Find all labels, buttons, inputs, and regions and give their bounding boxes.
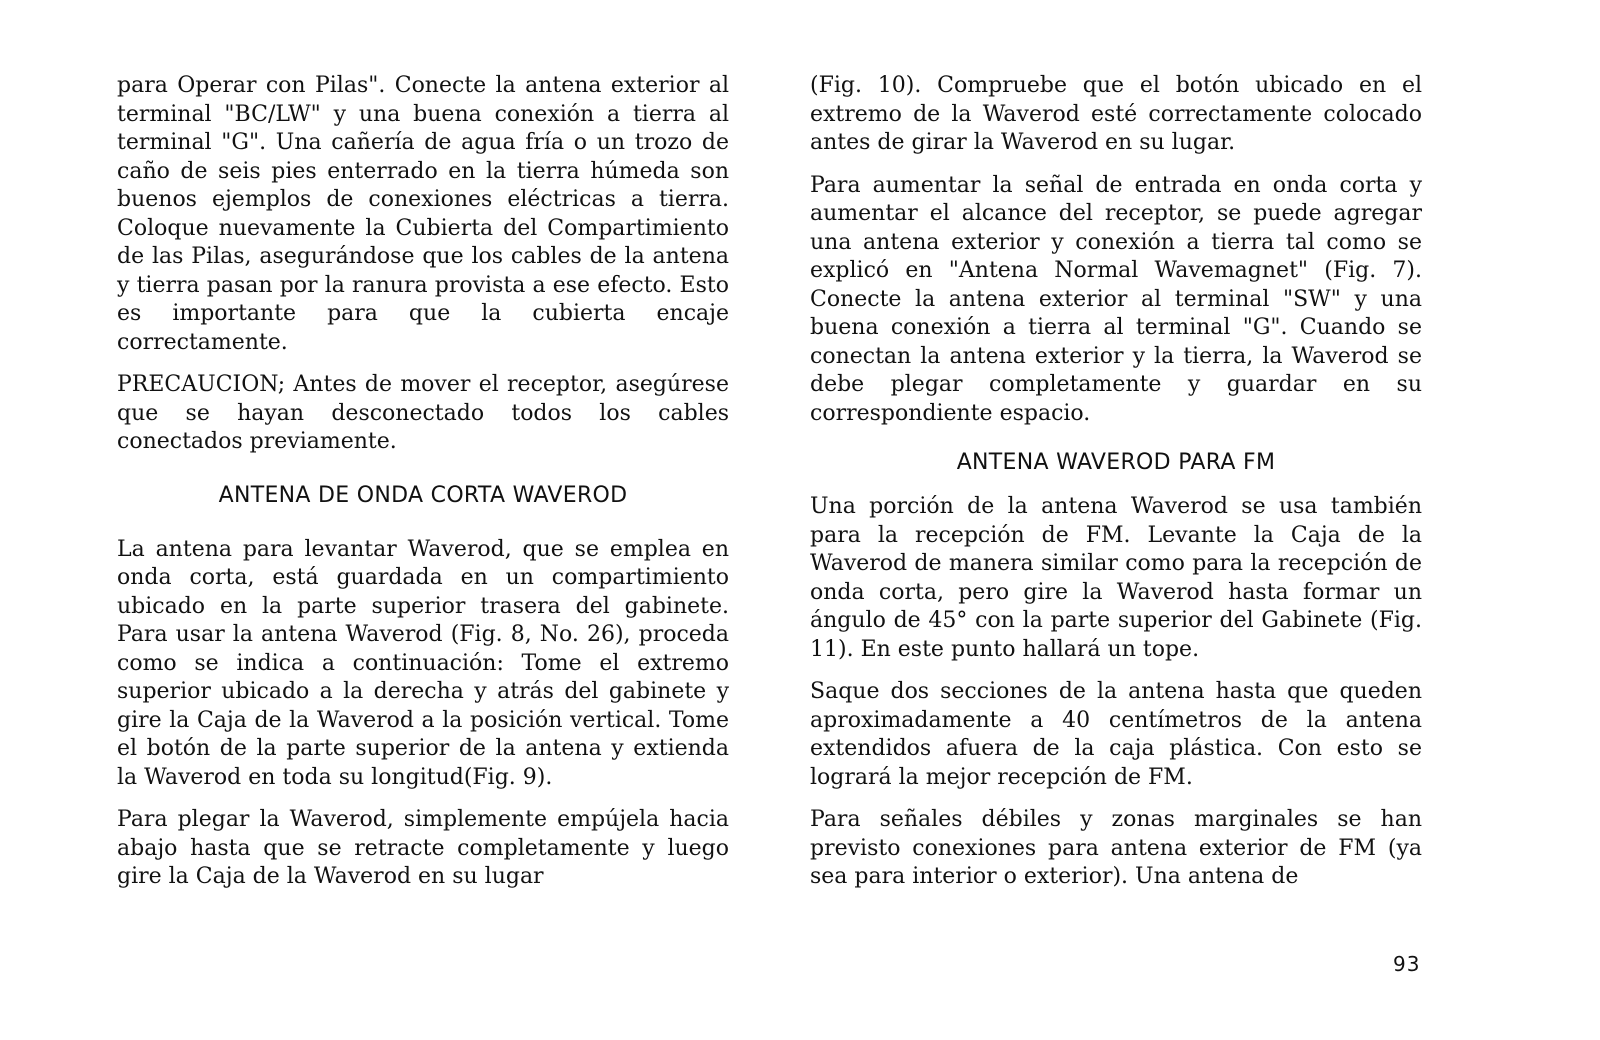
left-column [117,72,729,906]
paragraph: Saque dos secciones de la antena hasta que queden aproximadamente a 40 centímetros de la antena extendidos afuera de la caja plástica. Con esto se logrará la mejor recepción de FM. [810,679,1422,790]
paragraph: (Fig. 10). Compruebe que el botón ubicado en el extremo de la Waverod esté correctamente colocado antes de girar la Waverod en su lugar. [810,73,1422,155]
section-heading-shortwave: ANTENA DE ONDA CORTA WAVEROD [218,482,628,508]
caution-paragraph: PRECAUCION; Antes de mover el receptor, asegúrese que se hayan desconectado todos los cables conectados previamente. [117,372,729,454]
paragraph: Para aumentar la señal de entrada en onda corta y aumentar el alcance del receptor, se puede agregar una antena exterior y conexión a tierra tal como se explicó en "Antena Normal Wavemagnet" (Fig. 7). Conecte la antena exterior al terminal "SW" y una buena conexión a tierra al terminal "G". Cuando se conectan la antena exterior y la tierra, la Waverod se debe plegar completamente y guardar en su correspondiente espacio. [810,172,1422,426]
paragraph: Para plegar la Waverod, simplemente empújela hacia abajo hasta que se retracte completamente y luego gire la Caja de la Waverod en su lugar [117,807,729,889]
paragraph: Para señales débiles y zonas marginales se han previsto conexiones para antena exterior de FM (ya sea para interior o exterior). Una antena de [810,807,1422,889]
page-number: 93 [1393,952,1421,976]
section-heading-fm: ANTENA WAVEROD PARA FM [956,450,1276,475]
right-column [810,72,1422,906]
paragraph: para Operar con Pilas". Conecte la antena exterior al terminal "BC/LW" y una buena conexión a tierra al terminal "G". Una cañería de agua fría o un trozo de caño de seis pies enterrado en la tierra húmeda son buenos ejemplos de conexiones eléctricas a tierra. Coloque nuevamente la Cubierta del Compartimiento de las Pilas, asegurándose que los cables de la antena y tierra pasan por la ranura provista a ese efecto. Esto es importante para que la cubierta encaje correctamente. [117,73,729,355]
paragraph: La antena para levantar Waverod, que se emplea en onda corta, está guardada en un compartimiento ubicado en la parte superior trasera del gabinete. Para usar la antena Waverod (Fig. 8, No. 26), proceda como se indica a continuación: Tome el extremo superior ubicado a la derecha y atrás del gabinete y gire la Caja de la Waverod a la posición vertical. Tome el botón de la parte superior de la antena y extienda la Waverod en toda su longitud(Fig. 9). [117,536,729,790]
paragraph: Una porción de la antena Waverod se usa también para la recepción de FM. Levante la Caja de la Waverod de manera similar como para la recepción de onda corta, pero gire la Waverod hasta formar un ángulo de 45° con la parte superior del Gabinete (Fig. 11). En este punto hallará un tope. [810,494,1422,662]
